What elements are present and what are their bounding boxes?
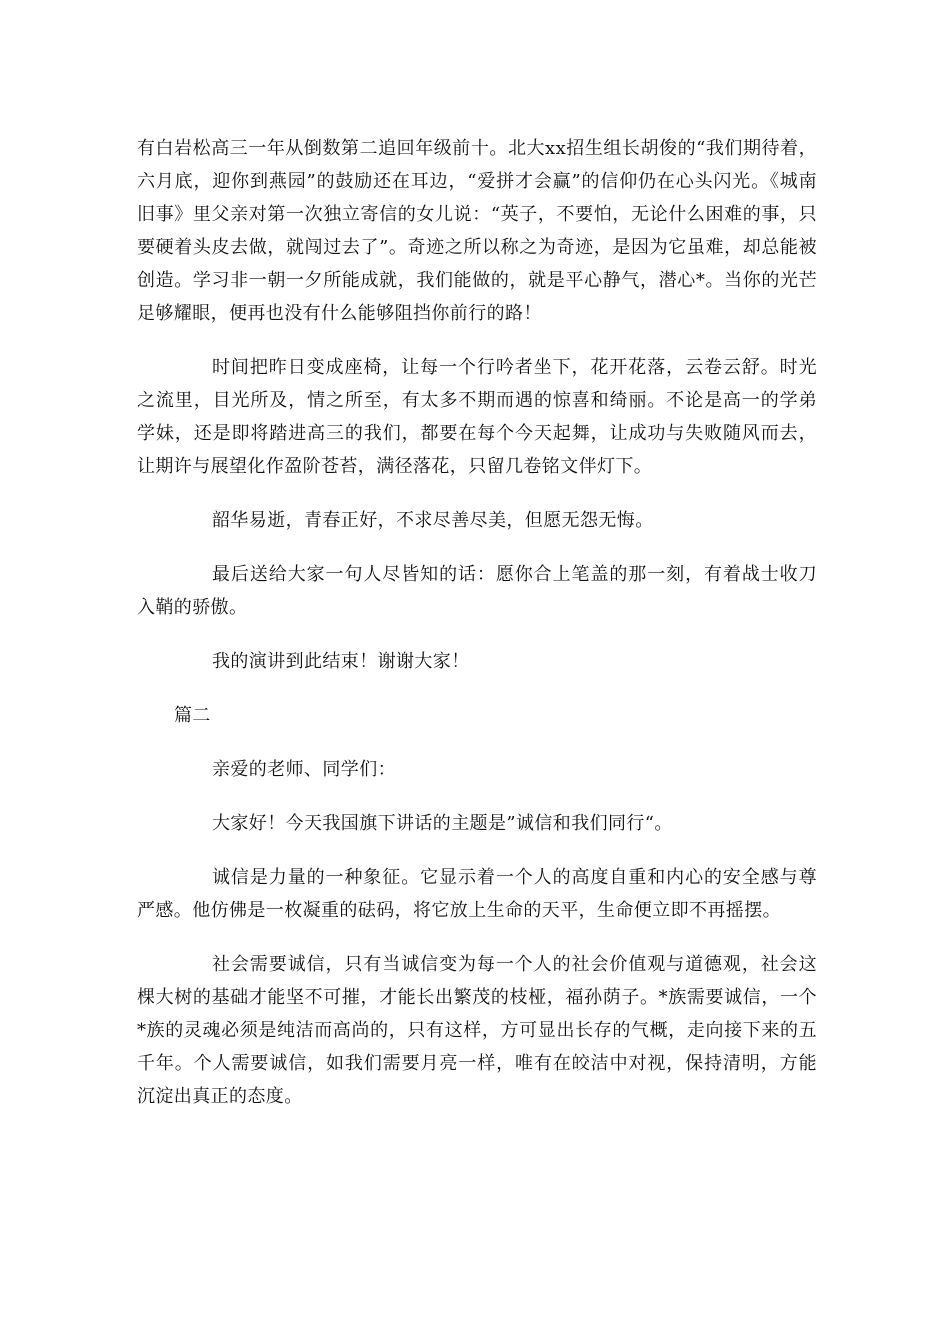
paragraph-topic: 大家好！今天我国旗下讲话的主题是”诚信和我们同行“。 <box>212 813 673 834</box>
paragraph-closing-quote: 最后送给大家一句人尽皆知的话：愿你合上笔盖的那一刻，有着战士收刀入鞘的骄傲。 <box>137 564 817 618</box>
paragraph-thanks: 我的演讲到此结束！谢谢大家！ <box>212 651 470 672</box>
paragraph-continuation: 有白岩松高三一年从倒数第二追回年级前十。北大xx招生组长胡俊的“我们期待着，六月底，迎你到燕园”的鼓励还在耳边，“爱拼才会赢”的信仰仍在心头闪光。《城南旧事》里父亲对第一次独立寄信的女儿说：“英子，不要怕，无论什么困难的事，只要硬着头皮去做，就闯过去了”。奇迹之所以称之为奇迹，是因为它虽难，却总能被创造。学习非一朝一夕所能成就，我们能做的，就是平心静气，潜心*。当你的光芒足够耀眼，便再也没有什么能够阻挡你前行的路！ <box>137 138 817 324</box>
paragraph-youth: 韶华易逝，青春正好，不求尽善尽美，但愿无怨无悔。 <box>212 510 654 531</box>
paragraph-greeting: 亲爱的老师、同学们： <box>212 759 396 780</box>
paragraph-time: 时间把昨日变成座椅，让每一个行吟者坐下，花开花落，云卷云舒。时光之流里，目光所及，情之所至，有太多不期而遇的惊喜和绮丽。不论是高一的学弟学妹，还是即将踏进高三的我们，都要在每个今天起舞，让成功与失败随风而去，让期许与展望化作盈阶苍苔，满径落花，只留几卷铭文伴灯下。 <box>137 357 817 477</box>
paragraph-society: 社会需要诚信，只有当诚信变为每一个人的社会价值观与道德观，社会这棵大树的基础才能坚不可摧，才能长出繁茂的枝桠，福孙荫子。*族需要诚信，一个*族的灵魂必须是纯洁而高尚的，只有这样，方可显出长存的气概，走向接下来的五千年。个人需要诚信，如我们需要月亮一样，唯有在皎洁中对视，保持清明，方能沉淀出真正的态度。 <box>137 954 817 1107</box>
document-body <box>137 132 817 1113</box>
section-heading: 篇二 <box>174 705 211 726</box>
paragraph-integrity: 诚信是力量的一种象征。它显示着一个人的高度自重和内心的安全感与尊严感。他仿佛是一枚凝重的砝码，将它放上生命的天平，生命便立即不再摇摆。 <box>137 867 817 921</box>
